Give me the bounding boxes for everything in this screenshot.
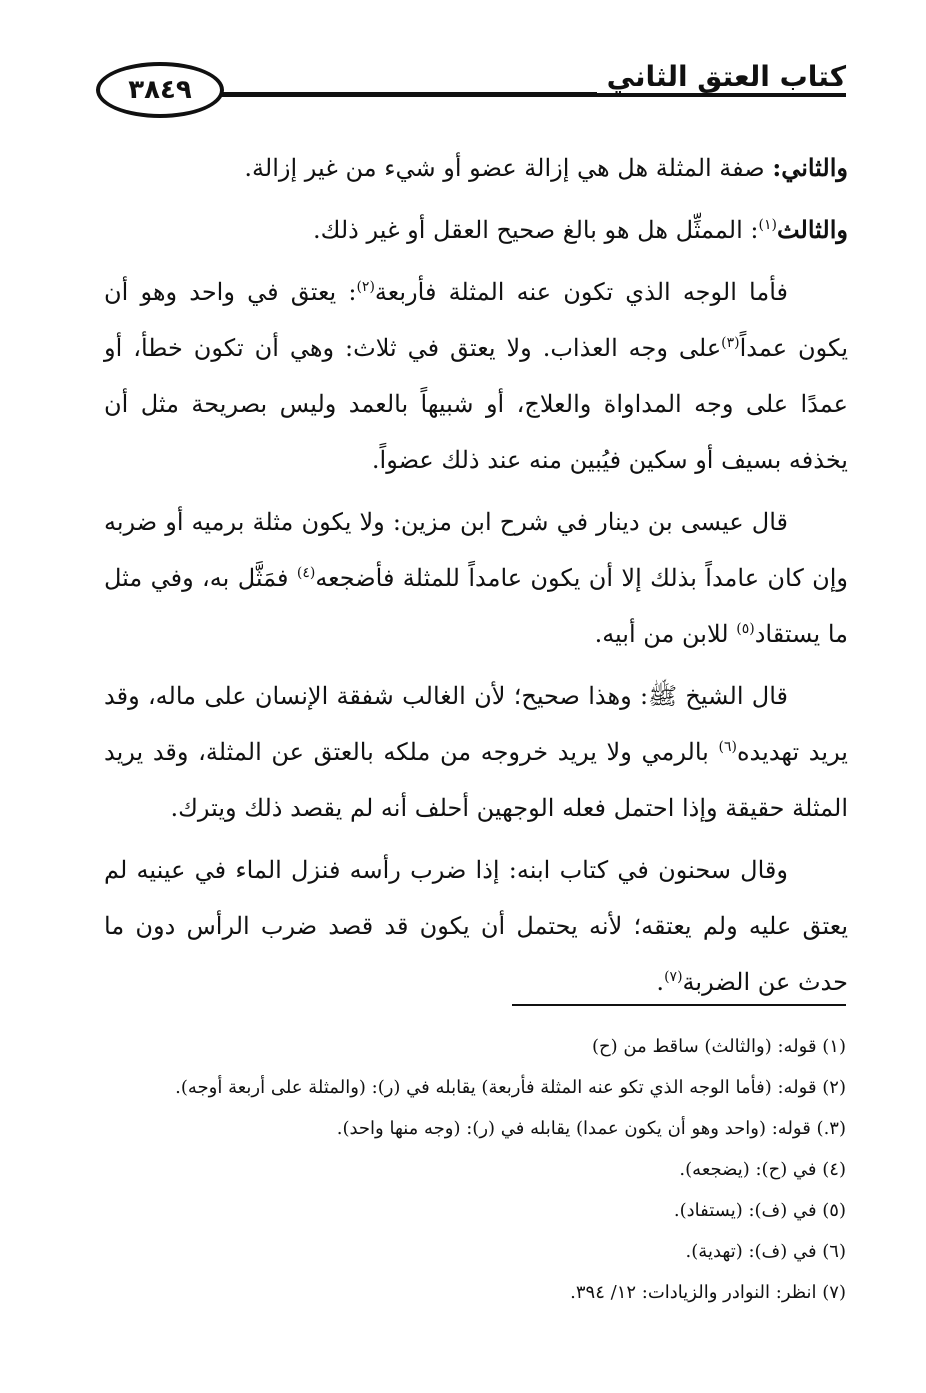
footnote-ref[interactable]: (٢) [356, 279, 375, 295]
paragraph [104, 668, 848, 836]
main-text [104, 140, 848, 1016]
paragraph-text: على وجه العذاب. ولا يعتق في ثلاث: وهي أن تكون خطأ، أو عمدًا على وجه المداواة والعلاج، أو شبيهاً بالعمد وليس بصريحة مثل أن يخذفه بسيف أو سكين فيُبين منه عند ذلك عضواً. [104, 334, 848, 474]
footnote: (١) قوله: (والثالث) ساقط من (ح) [592, 1036, 846, 1057]
footnote: (٢) قوله: (فأما الوجه الذي تكو عنه المثلة فأربعة) يقابله في (ر): (والمثلة على أربعة أوجه). [175, 1077, 846, 1098]
paragraph-text: فمَثَّل به، وفي مثل ما يستقاد [104, 564, 848, 648]
page-header [96, 52, 846, 142]
paragraph-text: قال الشيخ ﷺ: وهذا صحيح؛ لأن الغالب شفقة الإنسان على ماله، وقد يريد تهديده [104, 682, 848, 766]
footnote-separator [512, 1004, 846, 1006]
footnote: (٤) في (ح): (يضجعه). [679, 1159, 846, 1180]
footnote: (٥) في (ف): (يستفاد). [673, 1200, 846, 1221]
paragraph-text: : الممثِّل هل هو بالغ صحيح العقل أو غير ذلك. [313, 216, 759, 244]
paragraph-text: قال عيسى بن دينار في شرح ابن مزين: ولا يكون مثلة برميه أو ضربه وإن كان عامداً بذلك إلا أن يكون عامداً للمثلة فأضجعه [104, 508, 849, 592]
paragraph-text: وقال سحنون في كتاب ابنه: إذا ضرب رأسه فنزل الماء في عينيه لم يعتق عليه ولم يعتقه؛ لأنه يحتمل أن يكون قد قصد ضرب الرأس دون ما حدث عن الضربة [104, 856, 848, 996]
paragraph [104, 140, 848, 196]
paragraph [104, 264, 848, 488]
footnote-ref[interactable]: (٦) [718, 739, 737, 755]
footnote: (٦) في (ف): (تهدية). [685, 1241, 846, 1262]
footnote-ref[interactable]: (٧) [664, 969, 683, 985]
footnote: (٣.) قوله: (واحد وهو أن يكون عمدا) يقابله في (ر): (وجه منها واحد). [336, 1118, 846, 1139]
paragraph-text: صفة المثلة هل هي إزالة عضو أو شيء من غير إزالة. [244, 154, 773, 182]
paragraph-lead: والثاني: [772, 153, 848, 182]
footnote-ref[interactable]: (٣) [721, 335, 740, 351]
paragraph-text: للابن من أبيه. [594, 620, 737, 648]
paragraph-text: بالرمي ولا يريد خروجه من ملكه بالعتق عن المثلة، وقد يريد المثلة حقيقة وإذا احتمل فعله الوجهين أحلف أنه لم يقصد ذلك ويترك. [104, 738, 848, 822]
paragraph-text: . [656, 968, 665, 996]
paragraph-text: : يعتق في واحد وهو أن يكون عمداً [104, 278, 848, 362]
page-number: ٣٨٤٩ [128, 75, 192, 105]
paragraph [104, 494, 848, 662]
footnote: (٧) انظر: النوادر والزيادات: ١٢/ ٣٩٤. [570, 1282, 846, 1303]
footnote-ref[interactable]: (٥) [736, 621, 755, 637]
footnote-ref[interactable]: (١) [758, 217, 777, 233]
page-number-badge [96, 62, 224, 118]
paragraph-lead: والثالث [776, 215, 848, 244]
running-title: كتاب العتق الثاني [597, 60, 846, 93]
footnote-ref[interactable]: (٤) [296, 565, 316, 581]
footnotes [175, 1026, 846, 1313]
paragraph [104, 842, 848, 1010]
paragraph-text: فأما الوجه الذي تكون عنه المثلة فأربعة [374, 278, 789, 306]
paragraph [104, 202, 848, 258]
